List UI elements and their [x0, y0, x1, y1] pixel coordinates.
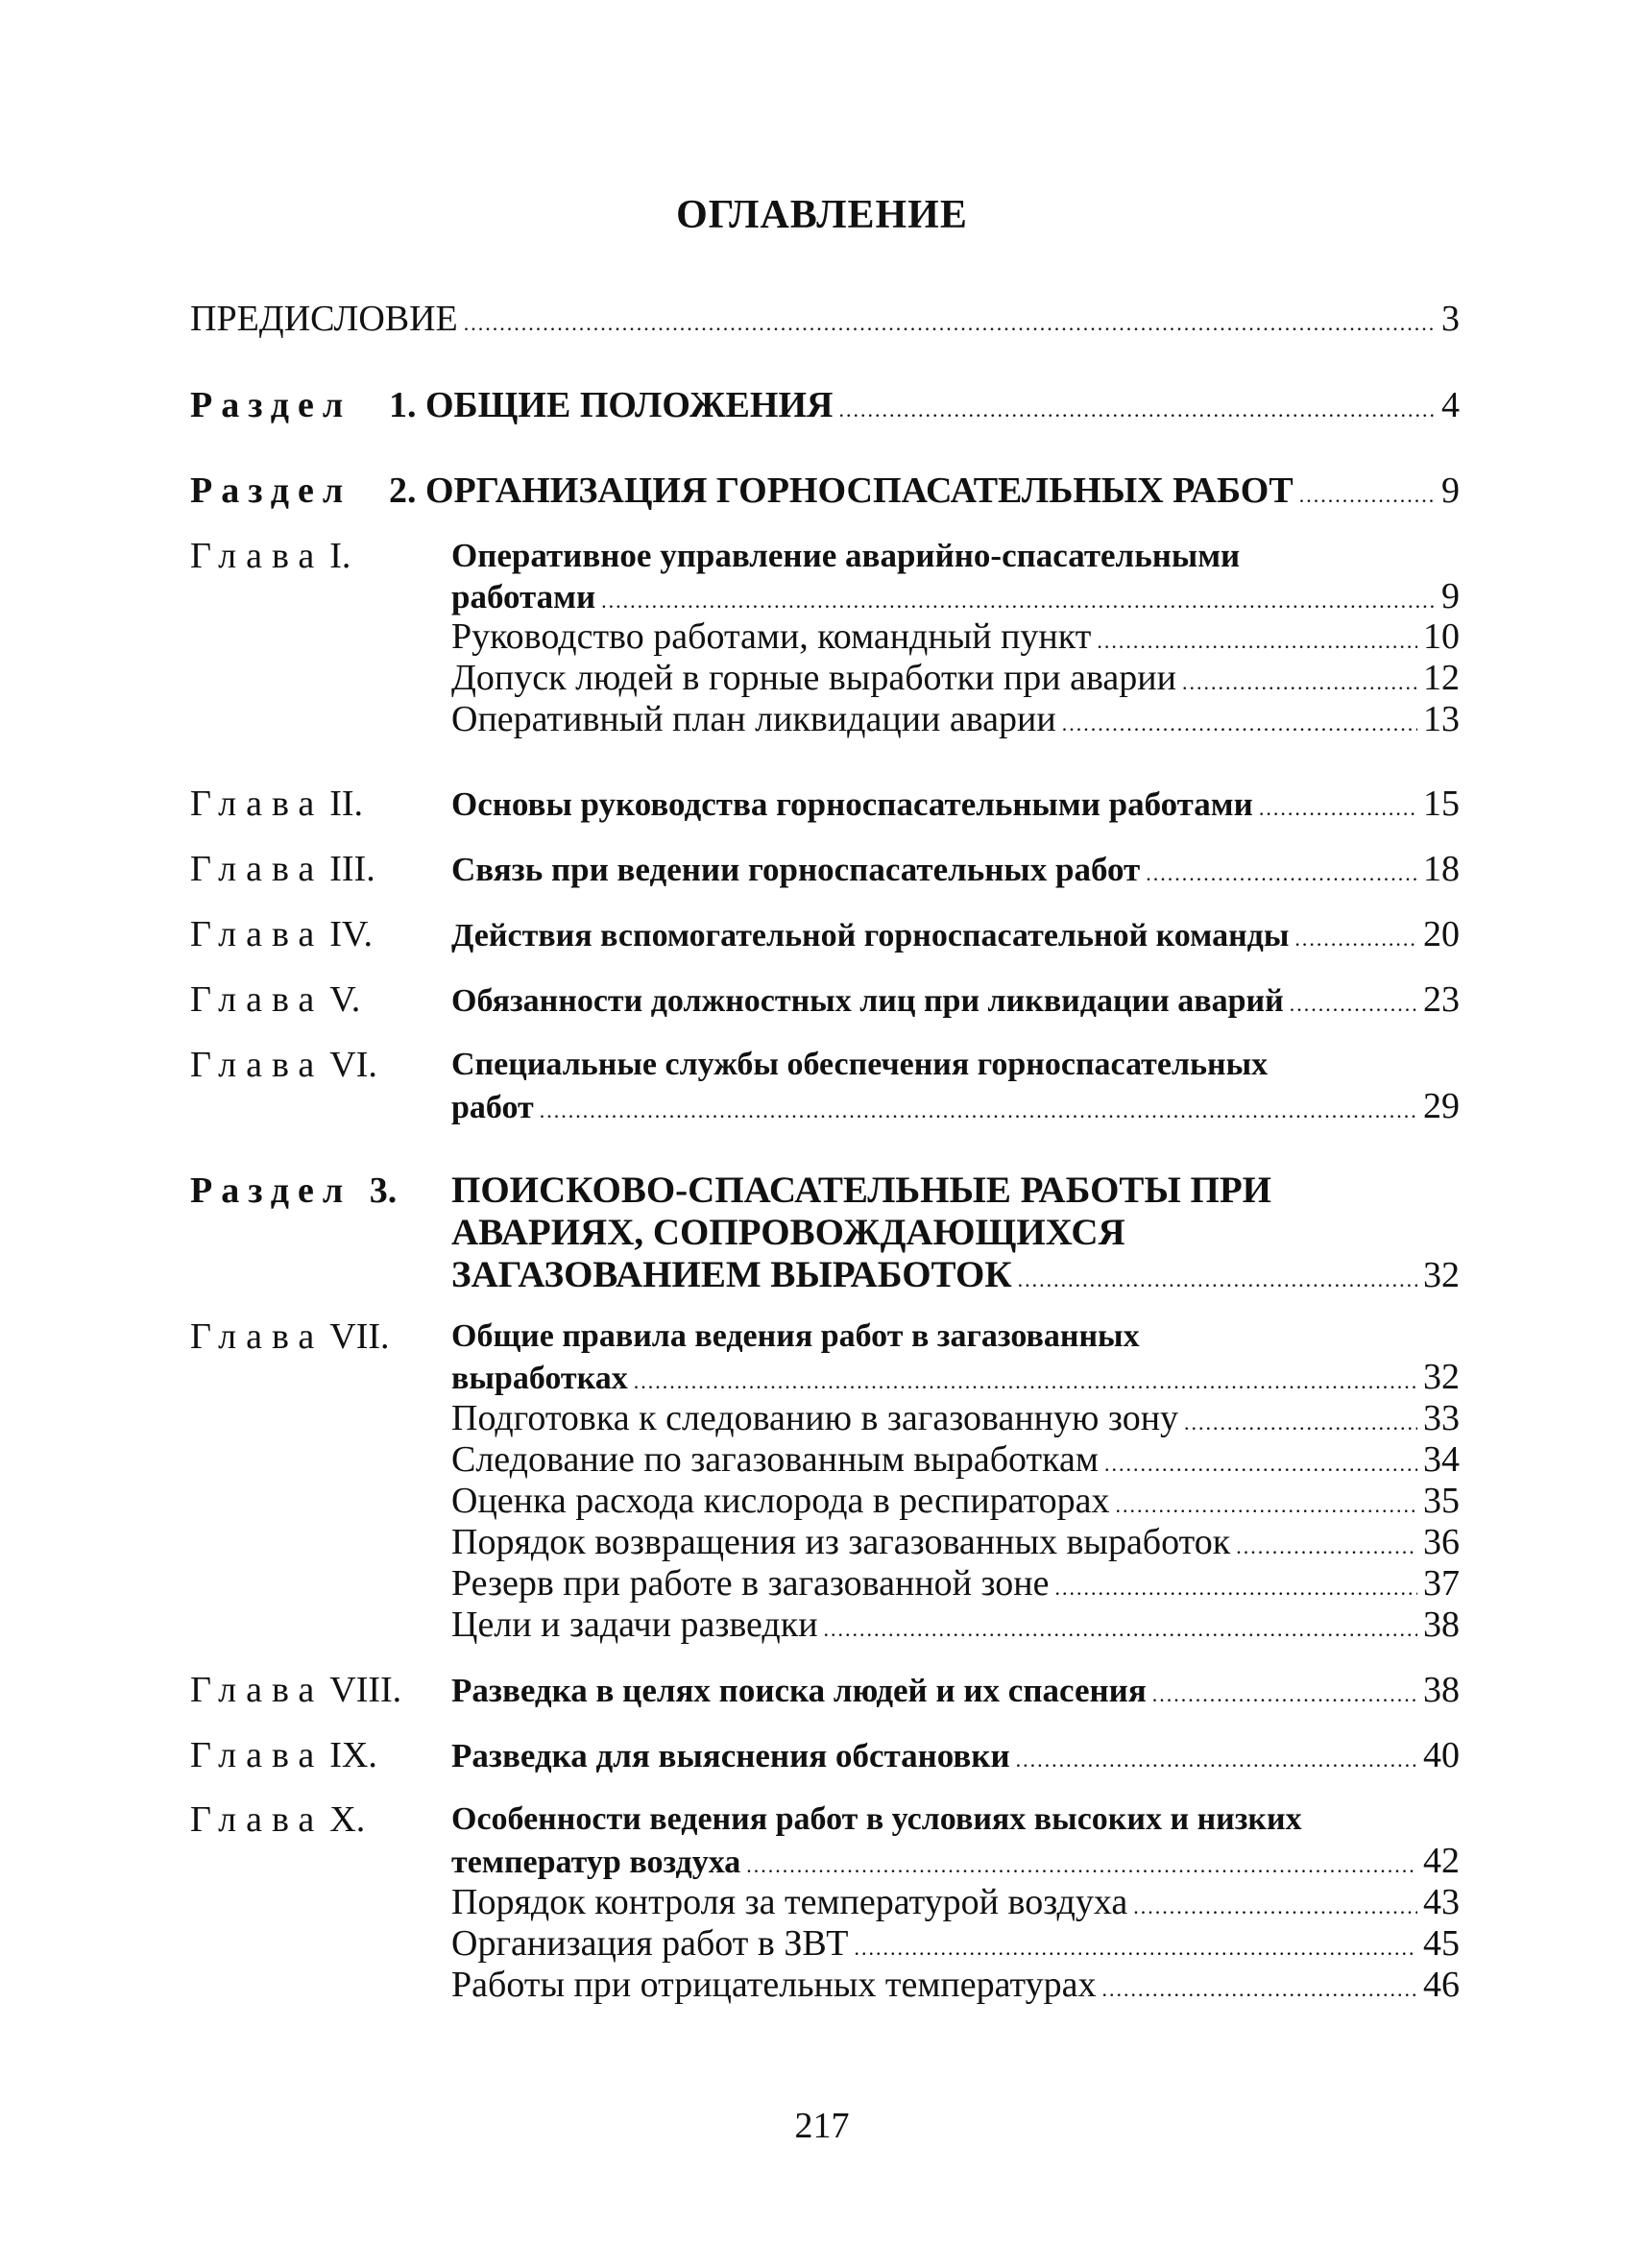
chapter-word: Глава: [190, 1045, 325, 1085]
chapter-4-label: [190, 913, 373, 955]
toc-page-number: 4: [1441, 385, 1460, 425]
chapter-word: Глава: [190, 849, 325, 889]
toc-page-number: 37: [1423, 1563, 1460, 1604]
dot-leader: [1152, 1674, 1417, 1716]
toc-label: Организация работ в ЗВТ: [451, 1923, 849, 1964]
toc-page-number: 9: [1441, 576, 1460, 616]
toc-entry-chapter-6[interactable]: [451, 1085, 1460, 1132]
chapter-1-title-line1[interactable]: Оперативное управление аварийно-спасательными: [451, 537, 1241, 574]
chapter-number: VIII.: [329, 1670, 402, 1710]
toc-page-number: 9: [1441, 470, 1460, 511]
chapter-10-title-line1[interactable]: Особенности ведения работ в условиях высоких и низких: [451, 1801, 1302, 1837]
chapter-2-label: [190, 783, 363, 825]
chapter-number: VI.: [329, 1045, 377, 1085]
toc-entry-chapter-7[interactable]: [451, 1356, 1460, 1403]
chapter-8-label: [190, 1669, 401, 1711]
chapter-word: Глава: [190, 784, 325, 824]
toc-page-number: 20: [1423, 914, 1460, 954]
section-3-title-line2[interactable]: АВАРИЯХ, СОПРОВОЖДАЮЩИХСЯ: [451, 1212, 1125, 1253]
chapter-word: Глава: [190, 1316, 325, 1357]
toc-entry-chapter-10[interactable]: [451, 1840, 1460, 1887]
chapter-title-line2: работ: [451, 1090, 534, 1125]
chapter-word: Глава: [190, 1670, 325, 1710]
section-word: Раздел: [190, 385, 352, 425]
toc-label: Цели и задачи разведки: [451, 1604, 818, 1645]
toc-label: Оперативный план ликвидации аварии: [451, 699, 1056, 739]
chapter-word: Глава: [190, 536, 325, 576]
section-number: 2.: [389, 470, 417, 511]
toc-page-number: 34: [1423, 1439, 1460, 1480]
dot-leader: [838, 389, 1435, 431]
chapter-6-label: [190, 1044, 377, 1086]
chapter-title: Основы руководства горноспасательными работами: [451, 785, 1253, 823]
section-number: 3.: [369, 1170, 398, 1211]
toc-label: Руководство работами, командный пункт: [451, 616, 1092, 657]
toc-page-number: 15: [1423, 784, 1460, 824]
chapter-word: Глава: [190, 1735, 325, 1775]
toc-label: Резерв при работе в загазованной зоне: [451, 1563, 1050, 1604]
chapter-title: Обязанности должностных лиц при ликвидации аварий: [451, 983, 1284, 1019]
toc-page-number: 43: [1423, 1882, 1460, 1922]
toc-subentry[interactable]: [451, 1922, 1460, 1969]
chapter-6-title-line1[interactable]: Специальные службы обеспечения горноспасательных: [451, 1047, 1269, 1082]
chapter-number: IX.: [329, 1735, 377, 1775]
toc-entry-section-2[interactable]: [389, 470, 1460, 517]
toc-label: Следование по загазованным выработкам: [451, 1439, 1099, 1480]
toc-page-number: 29: [1423, 1086, 1460, 1126]
toc-page-number: 32: [1423, 1255, 1460, 1295]
dot-leader: [1018, 1259, 1417, 1301]
chapter-word: Глава: [190, 914, 325, 954]
chapter-number: VII.: [329, 1316, 390, 1357]
section-3-title-line1[interactable]: ПОИСКОВО-СПАСАТЕЛЬНЫЕ РАБОТЫ ПРИ: [451, 1170, 1271, 1211]
chapter-title-line2: температур воздуха: [451, 1845, 741, 1880]
toc-page-number: 45: [1423, 1923, 1460, 1964]
toc-page-number: 13: [1423, 699, 1460, 739]
toc-entry-preface[interactable]: [190, 298, 1460, 345]
section-1-label: [190, 384, 351, 426]
dot-leader: [1146, 853, 1417, 895]
toc-page-number: 12: [1423, 658, 1460, 698]
toc-page-number: 3: [1441, 299, 1460, 339]
section-title: ОБЩИЕ ПОЛОЖЕНИЯ: [425, 385, 834, 425]
section-number: 1.: [389, 385, 417, 425]
toc-entry-chapter-3[interactable]: [451, 848, 1460, 895]
dot-leader: [540, 1090, 1417, 1132]
chapter-number: IV.: [329, 914, 373, 954]
dot-leader: [824, 1608, 1417, 1651]
chapter-title-line2: выработках: [451, 1361, 628, 1396]
toc-subentry[interactable]: [451, 1604, 1460, 1651]
dot-leader: [1101, 1968, 1417, 2011]
chapter-7-label: [190, 1315, 390, 1358]
chapter-number: III.: [329, 849, 375, 889]
chapter-word: Глава: [190, 979, 325, 1020]
toc-subentry[interactable]: [451, 1881, 1460, 1928]
dot-leader: [464, 302, 1435, 345]
section-title-line3: ЗАГАЗОВАНИЕМ ВЫРАБОТОК: [451, 1254, 1012, 1295]
chapter-number: V.: [329, 979, 361, 1020]
chapter-title: Действия вспомогательной горноспасательной команды: [451, 918, 1290, 953]
page-title: ОГЛАВЛЕНИЕ: [676, 193, 968, 237]
toc-page-number: 32: [1423, 1357, 1460, 1397]
section-2-label: [190, 470, 351, 512]
toc-page-number: 35: [1423, 1481, 1460, 1521]
toc-subentry[interactable]: [451, 698, 1460, 745]
toc-subentry[interactable]: [451, 1480, 1460, 1527]
section-title: ОРГАНИЗАЦИЯ ГОРНОСПАСАТЕЛЬНЫХ РАБОТ: [425, 470, 1293, 511]
toc-page-number: 46: [1423, 1965, 1460, 2005]
toc-page-number: 42: [1423, 1841, 1460, 1881]
toc-label: Порядок возвращения из загазованных выработок: [451, 1522, 1231, 1562]
toc-entry-chapter-8[interactable]: [451, 1669, 1460, 1716]
chapter-number: I.: [329, 536, 351, 576]
toc-label: ПРЕДИСЛОВИЕ: [190, 299, 458, 339]
toc-label: Подготовка к следованию в загазованную зону: [451, 1398, 1179, 1438]
toc-page-number: 38: [1423, 1670, 1460, 1710]
toc-subentry[interactable]: [451, 1521, 1460, 1568]
toc-page-number: 33: [1423, 1398, 1460, 1438]
toc-subentry[interactable]: [451, 657, 1460, 704]
toc-label: Работы при отрицательных температурах: [451, 1965, 1097, 2005]
toc-entry-chapter-5[interactable]: [451, 978, 1460, 1025]
chapter-10-label: [190, 1798, 365, 1841]
section-word: Раздел: [190, 470, 352, 511]
chapter-title-line2: работами: [451, 578, 596, 615]
toc-subentry[interactable]: [451, 1562, 1460, 1609]
toc-entry-chapter-4[interactable]: [451, 913, 1460, 960]
dot-leader: [1062, 703, 1417, 745]
section-word: Раздел: [190, 1170, 352, 1211]
toc-page-number: 18: [1423, 849, 1460, 889]
toc-entry-section-3[interactable]: [451, 1254, 1460, 1301]
chapter-7-title-line1[interactable]: Общие правила ведения работ в загазованных: [451, 1318, 1140, 1354]
toc-subentry[interactable]: [451, 1438, 1460, 1485]
toc-page-number: 23: [1423, 979, 1460, 1020]
chapter-number: X.: [329, 1799, 366, 1840]
dot-leader: [1016, 1739, 1417, 1781]
chapter-title: Связь при ведении горноспасательных работ: [451, 851, 1141, 888]
chapter-9-label: [190, 1734, 377, 1776]
section-3-label: [190, 1170, 397, 1212]
chapter-word: Глава: [190, 1799, 325, 1840]
dot-leader: [1259, 787, 1417, 830]
toc-entry-chapter-2[interactable]: [451, 783, 1460, 830]
dot-leader: [1290, 983, 1417, 1025]
toc-subentry[interactable]: [451, 1964, 1460, 2011]
toc-label: Допуск людей в горные выработки при аварии: [451, 658, 1176, 698]
chapter-title: Разведка в целях поиска людей и их спасения: [451, 1672, 1147, 1709]
toc-entry-section-1[interactable]: [389, 384, 1460, 431]
toc-label: Оценка расхода кислорода в респираторах: [451, 1481, 1110, 1521]
chapter-1-label: [190, 535, 351, 577]
toc-entry-chapter-9[interactable]: [451, 1734, 1460, 1781]
chapter-5-label: [190, 978, 360, 1021]
toc-page-number: 40: [1423, 1735, 1460, 1775]
toc-page-number: 38: [1423, 1604, 1460, 1645]
dot-leader: [1299, 474, 1435, 517]
toc-subentry[interactable]: [451, 615, 1460, 663]
dot-leader: [1294, 918, 1417, 960]
chapter-title: Разведка для выяснения обстановки: [451, 1737, 1010, 1774]
toc-page-number: 10: [1423, 616, 1460, 657]
chapter-number: II.: [329, 784, 364, 824]
chapter-3-label: [190, 848, 375, 890]
toc-subentry[interactable]: [451, 1397, 1460, 1444]
page-number: 217: [794, 2106, 850, 2146]
toc-page-number: 36: [1423, 1522, 1460, 1562]
toc-label: Порядок контроля за температурой воздуха: [451, 1882, 1128, 1922]
